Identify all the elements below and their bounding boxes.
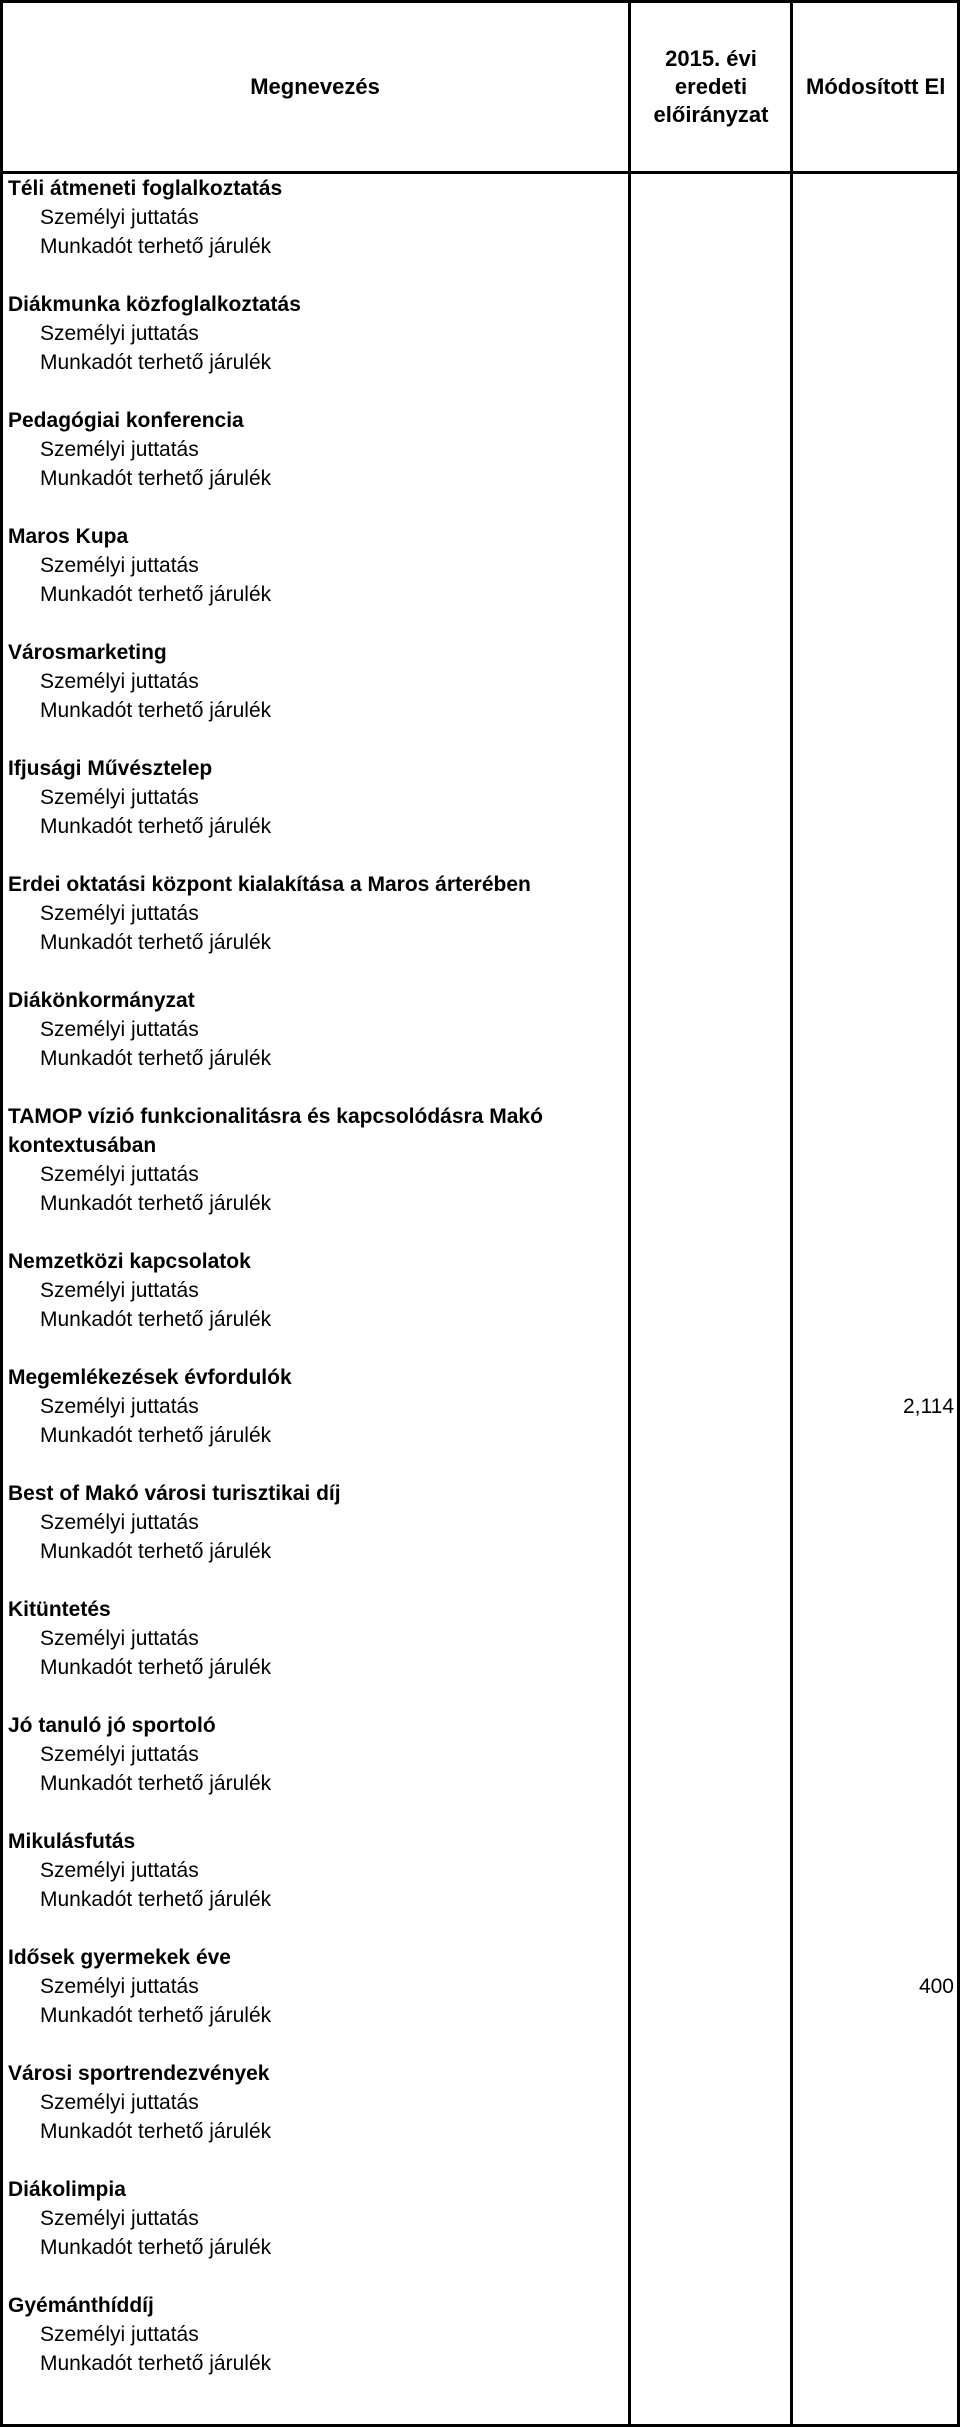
row-label: Munkadót terhető járulék (40, 1047, 272, 1070)
budget-group (0, 406, 960, 522)
row-label: Személyi juttatás (40, 2091, 199, 2114)
budget-group (0, 1827, 960, 1943)
group-title: Városi sportrendezvények (8, 2062, 270, 2085)
table-row (0, 1015, 960, 1044)
group-title: Kitüntetés (8, 1598, 111, 1621)
header-original-line2: eredeti (674, 73, 748, 99)
table-row (0, 1421, 960, 1450)
table-row (0, 1160, 960, 1189)
table-row (0, 1769, 960, 1798)
group-title: Városmarketing (8, 641, 167, 664)
row-label: Munkadót terhető járulék (40, 1540, 272, 1563)
row-label: Személyi juttatás (40, 2207, 199, 2230)
group-title: Diákmunka közfoglalkoztatás (8, 293, 301, 316)
group-title: Best of Makó városi turisztikai díj (8, 1482, 341, 1505)
budget-group (0, 638, 960, 754)
table-row (0, 232, 960, 261)
group-title: Megemlékezések évfordulók (8, 1366, 292, 1389)
group-spacer (0, 2378, 960, 2407)
row-label: Munkadót terhető járulék (40, 931, 272, 954)
table-row (0, 435, 960, 464)
table-row (0, 1885, 960, 1914)
table-row (0, 1044, 960, 1073)
header-original-budget (632, 0, 790, 173)
budget-group (0, 290, 960, 406)
row-label: Munkadót terhető járulék (40, 2120, 272, 2143)
group-spacer (0, 1566, 960, 1595)
row-label: Munkadót terhető járulék (40, 2236, 272, 2259)
row-label: Személyi juttatás (40, 1163, 199, 1186)
header-original-line3: előirányzat (653, 101, 769, 127)
table-row (0, 319, 960, 348)
table-row (0, 1537, 960, 1566)
group-spacer (0, 2146, 960, 2175)
table-row (0, 464, 960, 493)
group-title: Maros Kupa (8, 525, 129, 548)
table-row (0, 783, 960, 812)
group-spacer (0, 2262, 960, 2291)
row-label: Munkadót terhető járulék (40, 235, 272, 258)
table-row (0, 1305, 960, 1334)
group-spacer (0, 609, 960, 638)
row-label: Munkadót terhető járulék (40, 2004, 272, 2027)
budget-group (0, 522, 960, 638)
row-modified-value: 400 (918, 1975, 954, 1998)
row-label: Személyi juttatás (40, 1627, 199, 1650)
group-title: Idősek gyermekek éve (8, 1946, 231, 1969)
table-row (0, 1189, 960, 1218)
group-spacer (0, 1450, 960, 1479)
group-title: Diákönkormányzat (8, 989, 195, 1012)
row-label: Személyi juttatás (40, 1975, 199, 1998)
table-row (0, 1392, 960, 1421)
group-spacer (0, 1073, 960, 1102)
group-title: Ifjusági Művésztelep (8, 757, 213, 780)
group-title: Diákolimpia (8, 2178, 126, 2201)
row-label: Személyi juttatás (40, 902, 199, 925)
group-title: Gyémánthíddíj (8, 2294, 154, 2317)
group-spacer (0, 1914, 960, 1943)
table-row (0, 1856, 960, 1885)
table-row (0, 2088, 960, 2117)
table-row (0, 203, 960, 232)
row-label: Személyi juttatás (40, 1743, 199, 1766)
table-row (0, 899, 960, 928)
row-label: Személyi juttatás (40, 786, 199, 809)
row-label: Munkadót terhető járulék (40, 1308, 272, 1331)
group-spacer (0, 493, 960, 522)
budget-group (0, 1479, 960, 1595)
budget-group (0, 1943, 960, 2059)
table-row (0, 1276, 960, 1305)
table-row (0, 2117, 960, 2146)
group-spacer (0, 1798, 960, 1827)
header-name: Megnevezés (250, 73, 380, 99)
row-label: Személyi juttatás (40, 554, 199, 577)
row-label: Személyi juttatás (40, 1859, 199, 1882)
table-row (0, 551, 960, 580)
group-spacer (0, 261, 960, 290)
row-label: Személyi juttatás (40, 1018, 199, 1041)
row-label: Munkadót terhető járulék (40, 583, 272, 606)
group-title: Téli átmeneti foglalkoztatás (8, 177, 283, 200)
row-label: Munkadót terhető járulék (40, 467, 272, 490)
table-row (0, 1740, 960, 1769)
row-label: Személyi juttatás (40, 1395, 199, 1418)
budget-group (0, 1247, 960, 1363)
row-label: Munkadót terhető járulék (40, 699, 272, 722)
table-row (0, 1508, 960, 1537)
row-label: Munkadót terhető járulék (40, 1656, 272, 1679)
table-row (0, 1972, 960, 2001)
group-spacer (0, 1682, 960, 1711)
row-label: Munkadót terhető járulék (40, 1772, 272, 1795)
table-row (0, 2001, 960, 2030)
table-row (0, 2204, 960, 2233)
table-body (0, 174, 960, 2407)
budget-group (0, 2291, 960, 2407)
row-label: Munkadót terhető járulék (40, 1192, 272, 1215)
table-row (0, 696, 960, 725)
table-row (0, 1653, 960, 1682)
budget-group (0, 1363, 960, 1479)
group-title: Mikulásfutás (8, 1830, 136, 1853)
group-spacer (0, 725, 960, 754)
row-label: Munkadót terhető járulék (40, 815, 272, 838)
row-label: Személyi juttatás (40, 322, 199, 345)
table-row (0, 2349, 960, 2378)
table-row (0, 928, 960, 957)
group-title: Nemzetközi kapcsolatok (8, 1250, 251, 1273)
table-row (0, 1624, 960, 1653)
budget-group (0, 1102, 960, 1247)
row-modified-value: 2,114 (903, 1395, 954, 1418)
budget-group (0, 2059, 960, 2175)
row-label: Munkadót terhető járulék (40, 1888, 272, 1911)
row-label: Személyi juttatás (40, 438, 199, 461)
row-label: Munkadót terhető járulék (40, 351, 272, 374)
group-spacer (0, 841, 960, 870)
table-row (0, 2320, 960, 2349)
group-spacer (0, 1218, 960, 1247)
group-title: Pedagógiai konferencia (8, 409, 244, 432)
table-row (0, 580, 960, 609)
group-spacer (0, 377, 960, 406)
budget-group (0, 174, 960, 290)
group-title: Jó tanuló jó sportoló (8, 1714, 216, 1737)
row-label: Személyi juttatás (40, 1279, 199, 1302)
row-label: Személyi juttatás (40, 206, 199, 229)
header-modified-budget: Módosított El (806, 73, 946, 99)
header-original-line1: 2015. évi (665, 45, 757, 71)
group-spacer (0, 2030, 960, 2059)
group-title: Erdei oktatási központ kialakítása a Maros árterében (8, 873, 531, 896)
budget-group (0, 754, 960, 870)
row-label: Munkadót terhető járulék (40, 1424, 272, 1447)
budget-group (0, 870, 960, 986)
row-label: Személyi juttatás (40, 2323, 199, 2346)
budget-group (0, 1711, 960, 1827)
row-label: Személyi juttatás (40, 670, 199, 693)
budget-group (0, 986, 960, 1102)
table-row (0, 2233, 960, 2262)
row-label: Személyi juttatás (40, 1511, 199, 1534)
group-spacer (0, 1334, 960, 1363)
table-row (0, 667, 960, 696)
table-row (0, 812, 960, 841)
group-spacer (0, 957, 960, 986)
group-title: TAMOP vízió funkcionalitásra és kapcsolódásra Makó kontextusában (8, 1105, 543, 1157)
row-label: Munkadót terhető járulék (40, 2352, 272, 2375)
budget-group (0, 1595, 960, 1711)
table-row (0, 348, 960, 377)
budget-group (0, 2175, 960, 2291)
